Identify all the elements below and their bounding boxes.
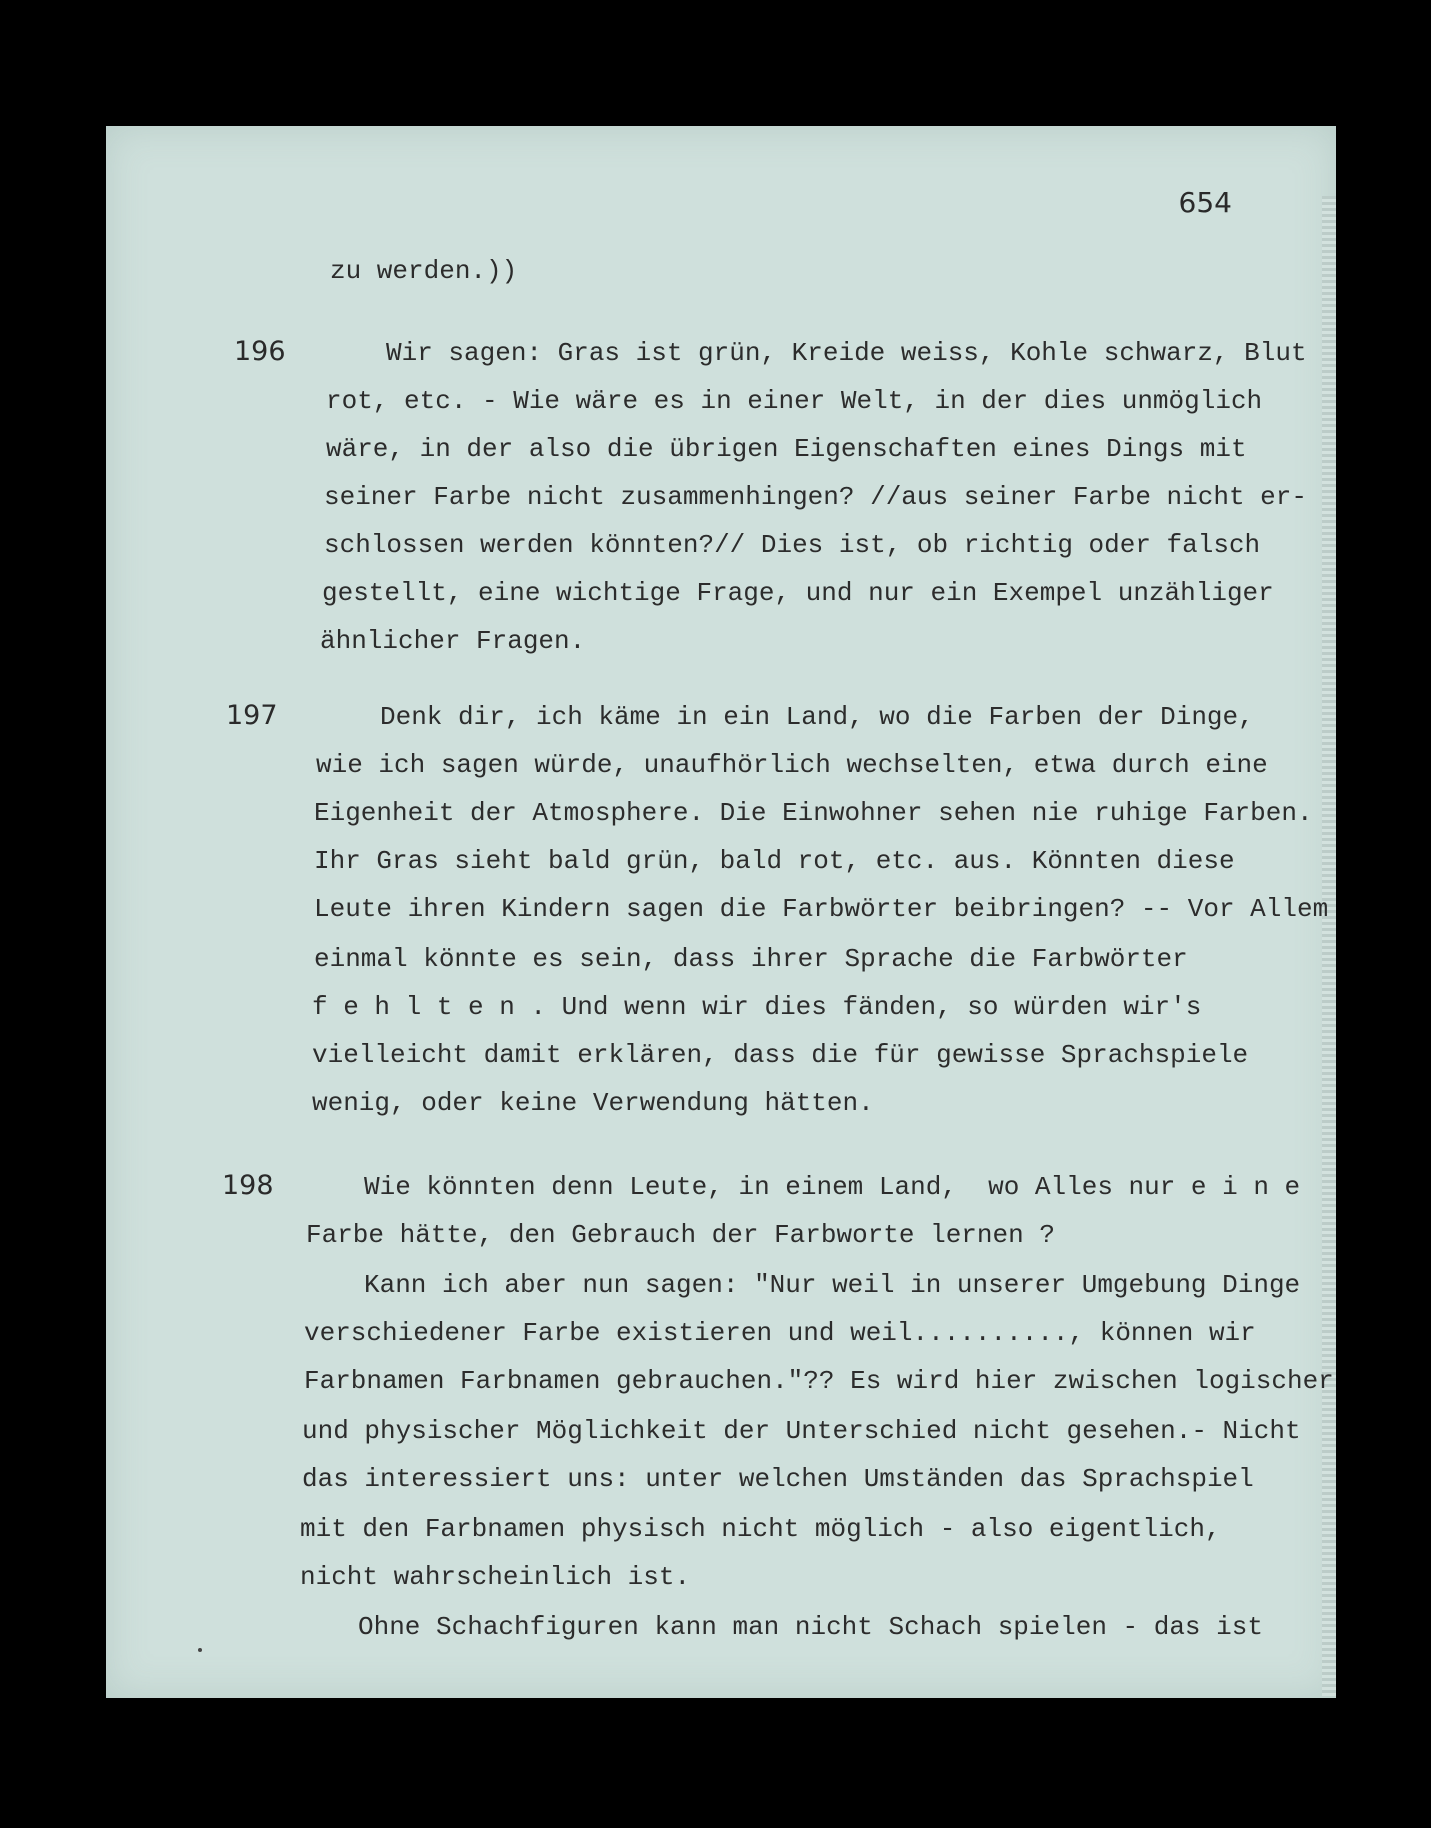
text-line: einmal könnte es sein, dass ihrer Sprache die Farbwörter <box>314 944 1188 974</box>
text-line: verschiedener Farbe existieren und weil.........., können wir <box>304 1318 1256 1348</box>
text-line: ähnlicher Fragen. <box>320 626 586 656</box>
text-line: Wie könnten denn Leute, in einem Land, wo Alles nur e i n e <box>364 1172 1301 1202</box>
text-line: zu werden.)) <box>330 256 518 286</box>
text-line: Ohne Schachfiguren kann man nicht Schach spielen - das ist <box>358 1612 1263 1642</box>
text-line: Ihr Gras sieht bald grün, bald rot, etc. aus. Könnten diese <box>314 846 1235 876</box>
remark-number: 198 <box>222 1170 274 1201</box>
text-line: vielleicht damit erklären, dass die für gewisse Sprachspiele <box>312 1040 1249 1070</box>
page-edge-strip <box>1322 196 1336 1696</box>
text-line: wäre, in der also die übrigen Eigenschaften eines Dings mit <box>326 434 1247 464</box>
text-line: rot, etc. - Wie wäre es in einer Welt, in der dies unmöglich <box>326 386 1263 416</box>
text-line: wie ich sagen würde, unaufhörlich wechselten, etwa durch eine <box>316 750 1268 780</box>
text-line: nicht wahrscheinlich ist. <box>300 1562 691 1592</box>
ink-speck <box>198 1648 202 1652</box>
document-page <box>106 126 1336 1698</box>
text-line: Kann ich aber nun sagen: "Nur weil in unserer Umgebung Dinge <box>364 1270 1301 1300</box>
text-line: Wir sagen: Gras ist grün, Kreide weiss, Kohle schwarz, Blut <box>386 338 1307 368</box>
text-line: seiner Farbe nicht zusammenhingen? //aus seiner Farbe nicht er- <box>324 482 1307 512</box>
text-line: das interessiert uns: unter welchen Umständen das Sprachspiel <box>302 1464 1254 1494</box>
text-line: mit den Farbnamen physisch nicht möglich - also eigentlich, <box>300 1514 1221 1544</box>
text-line: wenig, oder keine Verwendung hätten. <box>312 1088 874 1118</box>
page-number: 654 <box>1178 186 1232 219</box>
remark-number: 196 <box>234 336 286 367</box>
text-line: f e h l t e n . Und wenn wir dies fänden, so würden wir's <box>312 992 1202 1022</box>
text-line: Leute ihren Kindern sagen die Farbwörter beibringen? -- Vor Allem <box>314 894 1329 924</box>
text-line: schlossen werden könnten?// Dies ist, ob richtig oder falsch <box>324 530 1261 560</box>
remark-number: 197 <box>226 700 278 731</box>
text-line: gestellt, eine wichtige Frage, und nur ein Exempel unzähliger <box>322 578 1274 608</box>
text-line: Farbnamen Farbnamen gebrauchen."?? Es wird hier zwischen logischer <box>304 1366 1334 1396</box>
text-line: und physischer Möglichkeit der Unterschied nicht gesehen.- Nicht <box>302 1416 1301 1446</box>
text-line: Farbe hätte, den Gebrauch der Farbworte lernen ? <box>306 1220 1055 1250</box>
text-line: Eigenheit der Atmosphere. Die Einwohner sehen nie ruhige Farben. <box>314 798 1313 828</box>
text-line: Denk dir, ich käme in ein Land, wo die Farben der Dinge, <box>380 702 1254 732</box>
